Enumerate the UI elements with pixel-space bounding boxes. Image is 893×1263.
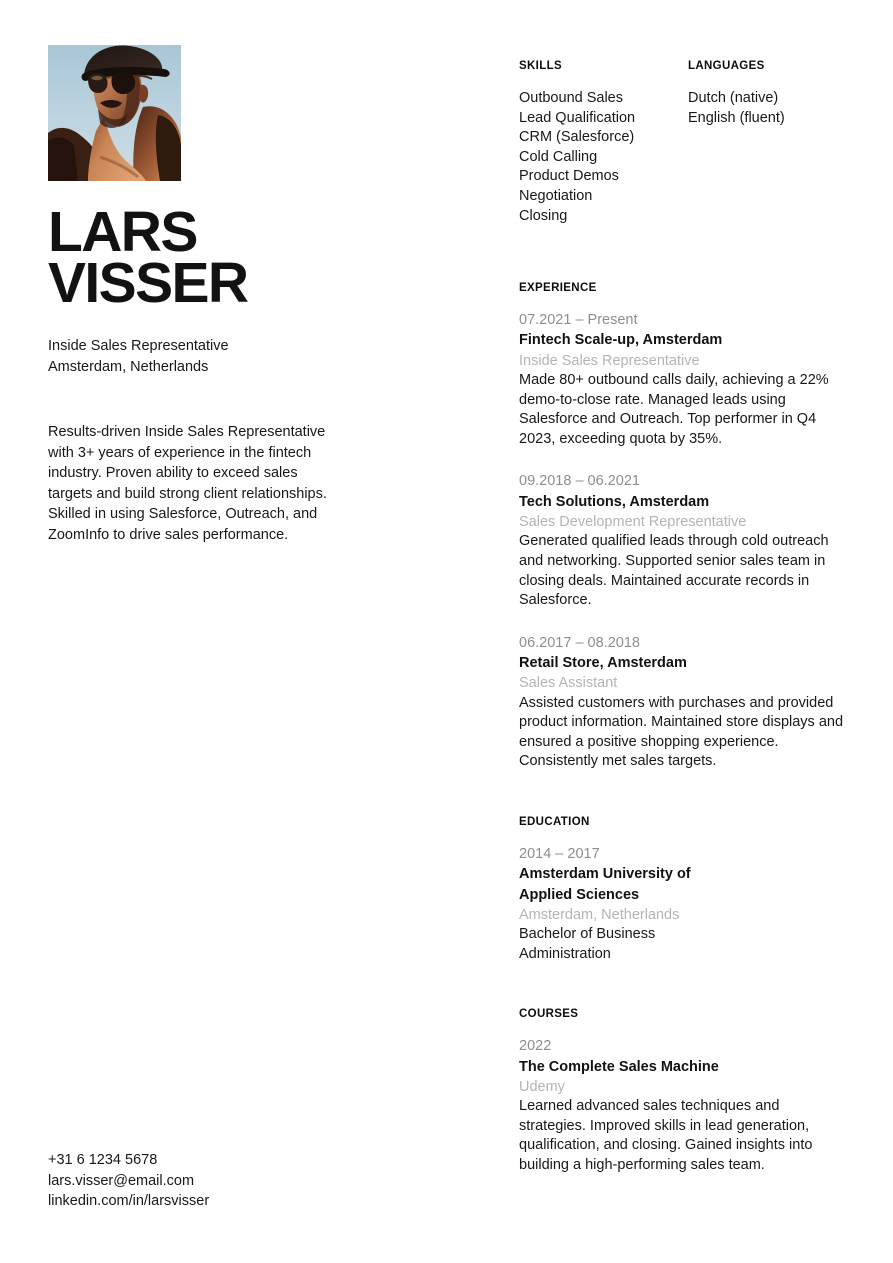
contact-phone: +31 6 1234 5678 — [48, 1152, 158, 1168]
entry-organization: Amsterdam University of Applied Sciences — [519, 866, 691, 903]
skills-list — [519, 89, 688, 226]
entry-description: Made 80+ outbound calls daily, achieving a 22% demo-to-close rate. Managed leads using Salesforce and Outreach. Top performer in Q4 2023, exceeding quota by 35%. — [519, 372, 829, 447]
list-item: Negotiation — [519, 187, 593, 204]
entry-role: Amsterdam, Netherlands — [519, 906, 680, 923]
courses-section — [519, 1008, 849, 1175]
entry-description: Assisted customers with purchases and provided product information. Maintained store displays and ensured a positive shopping experience. Consistently met sales targets. — [519, 694, 844, 770]
page-title — [48, 200, 468, 315]
profile-summary: Results-driven Inside Sales Representative with 3+ years of experience in the fintech industry. Proven ability to exceed sales targets and build strong client relationships. Skilled in using Salesforce, Outreach, and ZoomInfo to drive sales performance. — [48, 424, 327, 543]
experience-entries — [519, 310, 849, 772]
skills-section — [519, 60, 688, 226]
entry-role: Udemy — [519, 1078, 565, 1095]
courses-heading: COURSES — [519, 1008, 579, 1021]
job-title: Inside Sales Representative — [48, 338, 229, 354]
languages-section — [688, 60, 849, 226]
location: Amsterdam, Netherlands — [48, 358, 209, 375]
list-item: Product Demos — [519, 168, 619, 185]
contact-email[interactable]: lars.visser@email.com — [48, 1172, 195, 1189]
right-column — [519, 60, 849, 1176]
entry-date: 09.2018 – 06.2021 — [519, 473, 640, 490]
entry-role: Sales Assistant — [519, 675, 618, 692]
experience-entry — [519, 633, 849, 772]
education-section — [519, 816, 849, 964]
entry-organization: Tech Solutions, Amsterdam — [519, 493, 710, 510]
experience-entry — [519, 471, 849, 610]
contact-info — [48, 1150, 209, 1212]
profile-photo — [48, 45, 181, 181]
skills-languages-row — [519, 60, 849, 226]
list-item: CRM (Salesforce) — [519, 129, 635, 146]
entry-description: Learned advanced sales techniques and strategies. Improved skills in lead generation, qualification, and closing. Gained insights into building a high-performing sales team. — [519, 1098, 813, 1173]
entry-date: 2014 – 2017 — [519, 845, 600, 862]
entry-organization: Retail Store, Amsterdam — [519, 654, 687, 671]
entry-date: 07.2021 – Present — [519, 312, 638, 329]
last-name: VISSER — [48, 251, 248, 315]
list-item: Lead Qualification — [519, 109, 636, 126]
experience-entry — [519, 310, 849, 449]
entry-description: Generated qualified leads through cold outreach and networking. Supported senior sales team in closing deals. Maintained accurate records in Salesforce. — [519, 533, 829, 609]
skills-heading: SKILLS — [519, 60, 562, 72]
left-column — [48, 45, 468, 545]
experience-section — [519, 282, 849, 772]
list-item: English (fluent) — [688, 109, 785, 126]
languages-list — [688, 89, 849, 128]
education-heading: EDUCATION — [519, 815, 590, 828]
list-item: Closing — [519, 207, 568, 224]
course-entry — [519, 1036, 849, 1175]
education-entry — [519, 844, 849, 964]
entry-date: 06.2017 – 08.2018 — [519, 634, 640, 651]
contact-linkedin[interactable]: linkedin.com/in/larsvisser — [48, 1193, 210, 1209]
list-item: Cold Calling — [519, 148, 598, 165]
role-and-location — [48, 336, 468, 377]
entry-organization: The Complete Sales Machine — [519, 1058, 719, 1075]
experience-heading: EXPERIENCE — [519, 282, 597, 295]
list-item: Outbound Sales — [519, 90, 623, 106]
entry-role: Inside Sales Representative — [519, 352, 700, 369]
first-name: LARS — [48, 200, 197, 264]
list-item: Dutch (native) — [688, 90, 779, 106]
entry-role: Sales Development Representative — [519, 514, 747, 531]
education-entries — [519, 844, 849, 964]
entry-date: 2022 — [519, 1038, 552, 1055]
entry-organization: Fintech Scale-up, Amsterdam — [519, 332, 723, 349]
languages-heading: LANGUAGES — [688, 60, 765, 72]
portrait-photo-graphic — [48, 45, 181, 181]
entry-description: Bachelor of Business Administration — [519, 926, 656, 962]
courses-entries — [519, 1036, 849, 1175]
